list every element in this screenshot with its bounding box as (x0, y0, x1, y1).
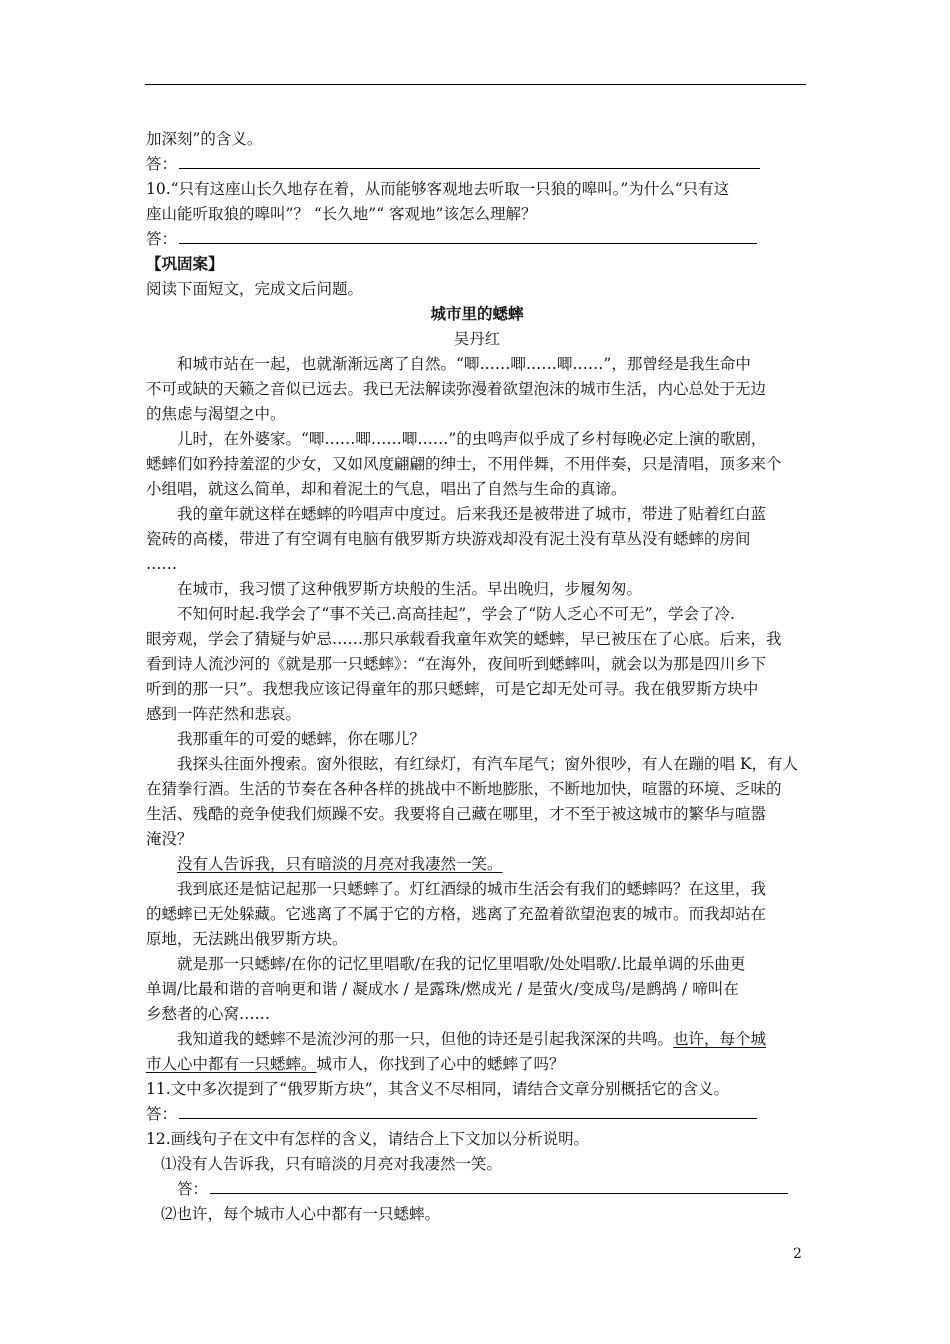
prev-question-tail: 加深刻”的含义。 (146, 130, 263, 148)
article-line: 看到诗人流沙河的《就是那一只蟋蟀》：“在海外，夜间听到蟋蟀叫，就会以为那是四川乡下 (146, 655, 767, 673)
answer-blank (179, 243, 757, 244)
q11-text: 11.文中多次提到了“俄罗斯方块”，其含义不尽相同，请结合文章分别概括它的含义。 (146, 1080, 730, 1098)
q12-text: 12.画线句子在文中有怎样的含义，请结合上下文加以分析说明。 (146, 1130, 590, 1148)
answer-label: 答： (146, 230, 178, 248)
article-title: 城市里的蟋蟀 (430, 304, 524, 323)
article-line: 在城市，我习惯了这种俄罗斯方块般的生活。早出晚归，步履匆匆。 (177, 580, 643, 598)
article-line: 乡愁者的心窝…… (146, 1005, 271, 1023)
q11-answer-line (146, 1102, 808, 1126)
article-line: 不知何时起.我学会了“事不关己.高高挂起”，学会了“防人乏心不可无”，学会了冷. (177, 605, 735, 623)
underlined-sentence-2-part-2: 市人心中都有一只蟋蟀。 (146, 1055, 317, 1073)
underlined-text: 没有人告诉我，只有暗淡的月亮对我凄然一笑。 (177, 855, 503, 873)
article-line: 儿时，在外婆家。“唧……唧……唧……”的虫鸣声似乎成了乡村每晚必定上演的歌剧， (177, 430, 767, 448)
article-line: 原地，无法跳出俄罗斯方块。 (146, 930, 348, 948)
section-heading: 【巩固案】 (146, 254, 224, 273)
q12-sub1: ⑴没有人告诉我，只有暗淡的月亮对我凄然一笑。 (161, 1155, 503, 1173)
q10-line-1: 10.“只有这座山长久地存在着，从而能够客观地去听取一只狼的嗥叫。”为什么“只有这 (146, 180, 730, 198)
article-line (146, 1027, 839, 1051)
article-line: 和城市站在一起，也就渐渐远离了自然。“唧……唧……唧……”，那曾经是我生命中 (177, 355, 751, 373)
answer-label: 答： (177, 1180, 209, 1198)
header-rule (145, 84, 806, 85)
article-line: 瓷砖的高楼，带进了有空调有电脑有俄罗斯方块游戏却没有泥土没有草丛没有蟋蟀的房间 (146, 530, 751, 548)
article-line: 小组唱，就这么简单，却和着泥土的气息，唱出了自然与生命的真谛。 (146, 480, 627, 498)
page-number: 2 (793, 1246, 802, 1262)
article-line: 眼旁观，学会了猜疑与妒忌……那只承载看我童年欢笑的蟋蟀，早已被压在了心底。后来，我 (146, 630, 782, 648)
q10-answer-line (146, 227, 808, 251)
article-line: 蟋蟀们如矜持羞涩的少女，又如风度翩翩的绅士，不用伴舞，不用伴奏，只是清唱，顶多来个 (146, 455, 782, 473)
article-line: 就是那一只蟋蟀/在你的记忆里唱歌/在我的记忆里唱歌/处处唱歌/.比最单调的乐曲更 (177, 955, 746, 973)
article-line: 我那重年的可爱的蟋蟀，你在哪儿？ (177, 730, 426, 748)
q12-sub1-answer-line (146, 1177, 839, 1201)
article-line: 听到的那一只”。我想我应该记得童年的那只蟋蟀，可是它却无处可寻。我在俄罗斯方块中 (146, 680, 759, 698)
article-author: 吴丹红 (453, 330, 501, 348)
reading-instruction: 阅读下面短文，完成文后问题。 (146, 280, 364, 298)
answer-blank (179, 168, 760, 169)
article-line: 生活、残酷的竞争使我们烦躁不安。我要将自己藏在哪里，才不至于被这城市的繁华与喧嚣 (146, 805, 767, 823)
answer-blank (210, 1193, 788, 1194)
article-line: 单调/比最和谐的音响更和谐 / 凝成水 / 是露珠/燃成光 / 是萤火/变成鸟/是鹧鸪 / 啼叫在 (146, 980, 739, 998)
answer-label: 答： (146, 1105, 178, 1123)
article-line: 在猜拳行酒。生活的节奏在各种各样的挑战中不断地膨胀，不断地加快，喧嚣的环境、乏味的 (146, 780, 782, 798)
article-line: 我到底还是惦记起那一只蟋蟀了。灯红酒绿的城市生活会有我们的蟋蟀吗？在这里，我 (177, 880, 767, 898)
article-line: 淹没？ (146, 830, 193, 848)
answer-blank (179, 1118, 757, 1119)
article-text: 城市人，你找到了心中的蟋蟀了吗？ (316, 1055, 565, 1073)
answer-label: 答： (146, 155, 178, 173)
article-line: 我的童年就这样在蟋蟀的吟唱声中度过。后来我还是被带进了城市，带进了贴着红白蓝 (177, 505, 767, 523)
article-line: 感到一阵茫然和悲哀。 (146, 705, 302, 723)
article-line: 的焦虑与渴望之中。 (146, 405, 286, 423)
article-line: 不可或缺的天籁之音似已远去。我已无法解读弥漫着欲望泡沫的城市生活，内心总处于无边 (146, 380, 767, 398)
article-line: 我探头往面外搜索。窗外很眩，有红绿灯，有汽车尾气；窗外很吵，有人在蹦的唱 K，有人 (177, 755, 799, 773)
article-line: …… (146, 555, 177, 573)
q12-sub2: ⑵也许，每个城市人心中都有一只蟋蟀。 (161, 1205, 441, 1223)
prev-answer-line (146, 152, 808, 176)
article-text: 我知道我的蟋蟀不是流沙河的那一只，但他的诗还是引起我深深的共鸣。 (177, 1030, 674, 1048)
underlined-sentence-1 (146, 852, 808, 876)
article-line (146, 1052, 808, 1076)
q10-line-2: 座山能听取狼的嗥叫”？ “长久地”“ 客观地”该怎么理解？ (146, 205, 537, 223)
article-line: 的蟋蟀已无处躲藏。它逃离了不属于它的方格，逃离了充盈着欲望泡衷的城市。而我却站在 (146, 905, 767, 923)
underlined-sentence-2-part-1: 也许，每个城 (673, 1030, 767, 1048)
